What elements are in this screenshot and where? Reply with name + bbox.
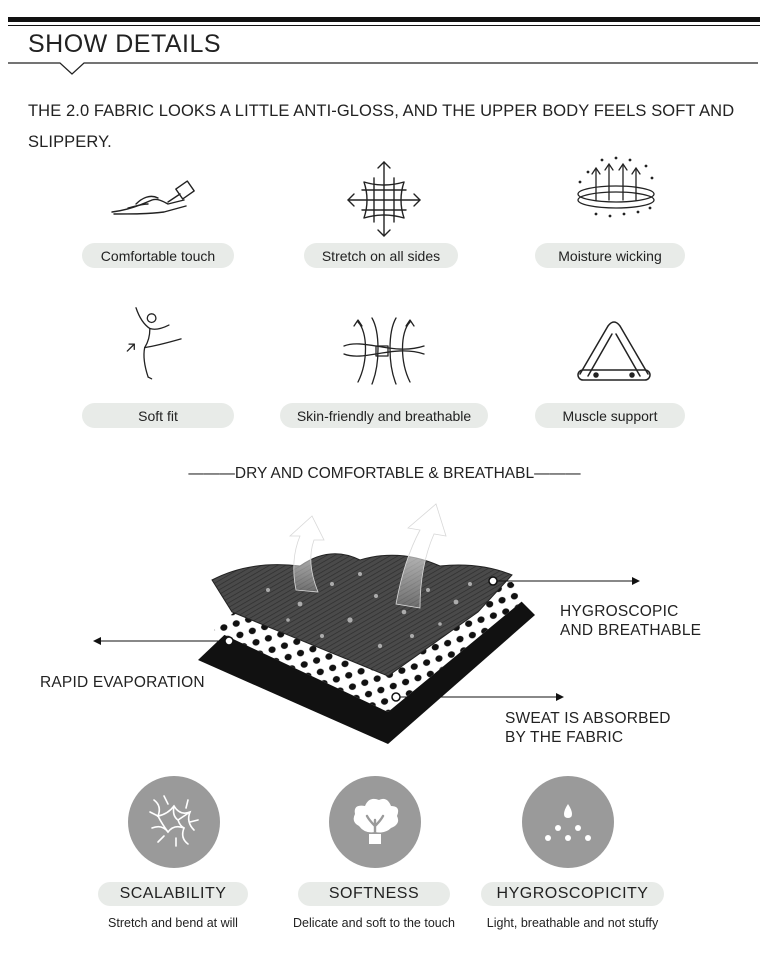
benefit-circle-scalability — [128, 776, 220, 868]
label-hygroscopic-line1: HYGROSCOPIC — [560, 603, 679, 620]
benefit-subtitle-scalability: Stretch and bend at will — [108, 916, 238, 930]
label-sweat-line1: SWEAT IS ABSORBED — [505, 710, 671, 727]
droplets-icon — [522, 776, 614, 868]
feature-pill-soft-fit: Soft fit — [82, 403, 234, 428]
feature-pill-comfortable-touch: Comfortable touch — [82, 243, 234, 268]
feature-pill-stretch: Stretch on all sides — [304, 243, 458, 268]
page-title: SHOW DETAILS — [28, 30, 222, 58]
label-rapid-evaporation: RAPID EVAPORATION — [40, 674, 205, 691]
benefit-subtitle-softness: Delicate and soft to the touch — [293, 916, 455, 930]
header-rule-thick — [8, 17, 760, 22]
header-rule-thin — [8, 25, 760, 26]
benefit-pill-scalability: SCALABILITY — [98, 882, 248, 906]
stretch-icon — [334, 160, 434, 238]
feature-pill-skin-friendly: Skin-friendly and breathable — [280, 403, 488, 428]
moisture-icon — [566, 152, 666, 230]
benefit-circle-hygroscopicity — [522, 776, 614, 868]
benefit-pill-hygroscopicity: HYGROSCOPICITY — [481, 882, 664, 906]
benefit-subtitle-hygroscopicity: Light, breathable and not stuffy — [486, 916, 659, 930]
benefit-pill-softness: SOFTNESS — [298, 882, 450, 906]
title-underline — [0, 52, 769, 76]
feature-pill-moisture: Moisture wicking — [535, 243, 685, 268]
hand-icon — [108, 170, 208, 248]
breathable-icon — [334, 312, 434, 390]
dancer-icon — [112, 306, 212, 384]
feature-pill-muscle-support: Muscle support — [535, 403, 685, 428]
benefit-circle-softness — [329, 776, 421, 868]
triangle-support-icon — [566, 316, 666, 394]
label-sweat-line2: BY THE FABRIC — [505, 729, 624, 746]
fiber-network-icon — [128, 776, 220, 868]
intro-text: THE 2.0 FABRIC LOOKS A LITTLE ANTI-GLOSS, AND THE UPPER BODY FEELS SOFT AND SLIPPERY. — [28, 102, 735, 151]
section-heading: ———DRY AND COMFORTABLE & BREATHABL——— — [188, 465, 581, 482]
cotton-icon — [329, 776, 421, 868]
label-hygroscopic-line2: AND BREATHABLE — [560, 622, 702, 639]
